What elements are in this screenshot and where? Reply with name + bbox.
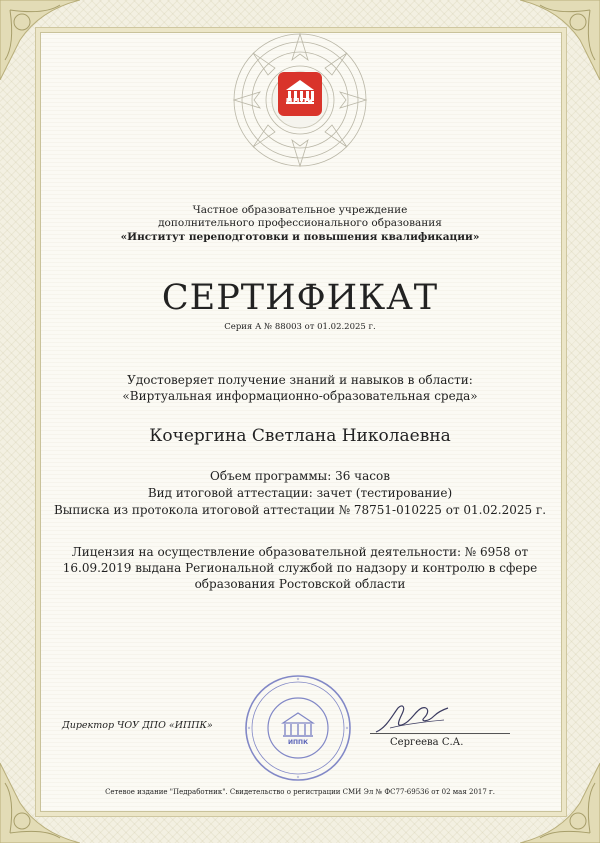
license-line-3: образования Ростовской области [194,577,406,591]
protocol-extract: Выписка из протокола итоговой аттестации № 78751-010225 от 01.02.2025 г. [53,503,547,517]
area-intro: Удостоверяет получение знаний и навыков в области: [127,373,473,387]
certificate-title: СЕРТИФИКАТ [161,278,439,318]
area-name: «Виртуальная информационно-образовательная среда» [122,389,478,403]
signature-line [370,733,510,734]
logo-text: ИППК [285,97,315,106]
attestation-type: Вид итоговой аттестации: зачет (тестирование) [147,486,453,500]
program-hours: Объем программы: 36 часов [210,469,390,483]
organization-line-1: Частное образовательное учреждение [192,204,408,216]
license-line-2: 16.09.2019 выдана Региональной службой по надзору и контролю в сфере [62,561,538,575]
ippk-logo-icon [278,72,322,116]
footer-registration: Сетевое издание "Педработник". Свидетельство о регистрации СМИ Эл № ФС77-69536 от 02 мая 2017 г. [105,788,495,796]
organization-line-2: дополнительного профессионального образования [158,217,442,229]
official-stamp [243,673,353,783]
certificate-series: Серия А № 88003 от 01.02.2025 г. [224,322,376,332]
organization-name: «Институт переподготовки и повышения квалификации» [120,231,480,243]
stamp-text: ИППК [288,739,308,746]
recipient-name: Кочергина Светлана Николаевна [149,426,451,446]
handwritten-signature [372,698,452,738]
director-title: Директор ЧОУ ДПО «ИППК» [62,720,213,731]
license-line-1: Лицензия на осуществление образовательной деятельности: № 6958 от [71,545,529,559]
signer-name: Сергеева С.А. [390,737,464,748]
